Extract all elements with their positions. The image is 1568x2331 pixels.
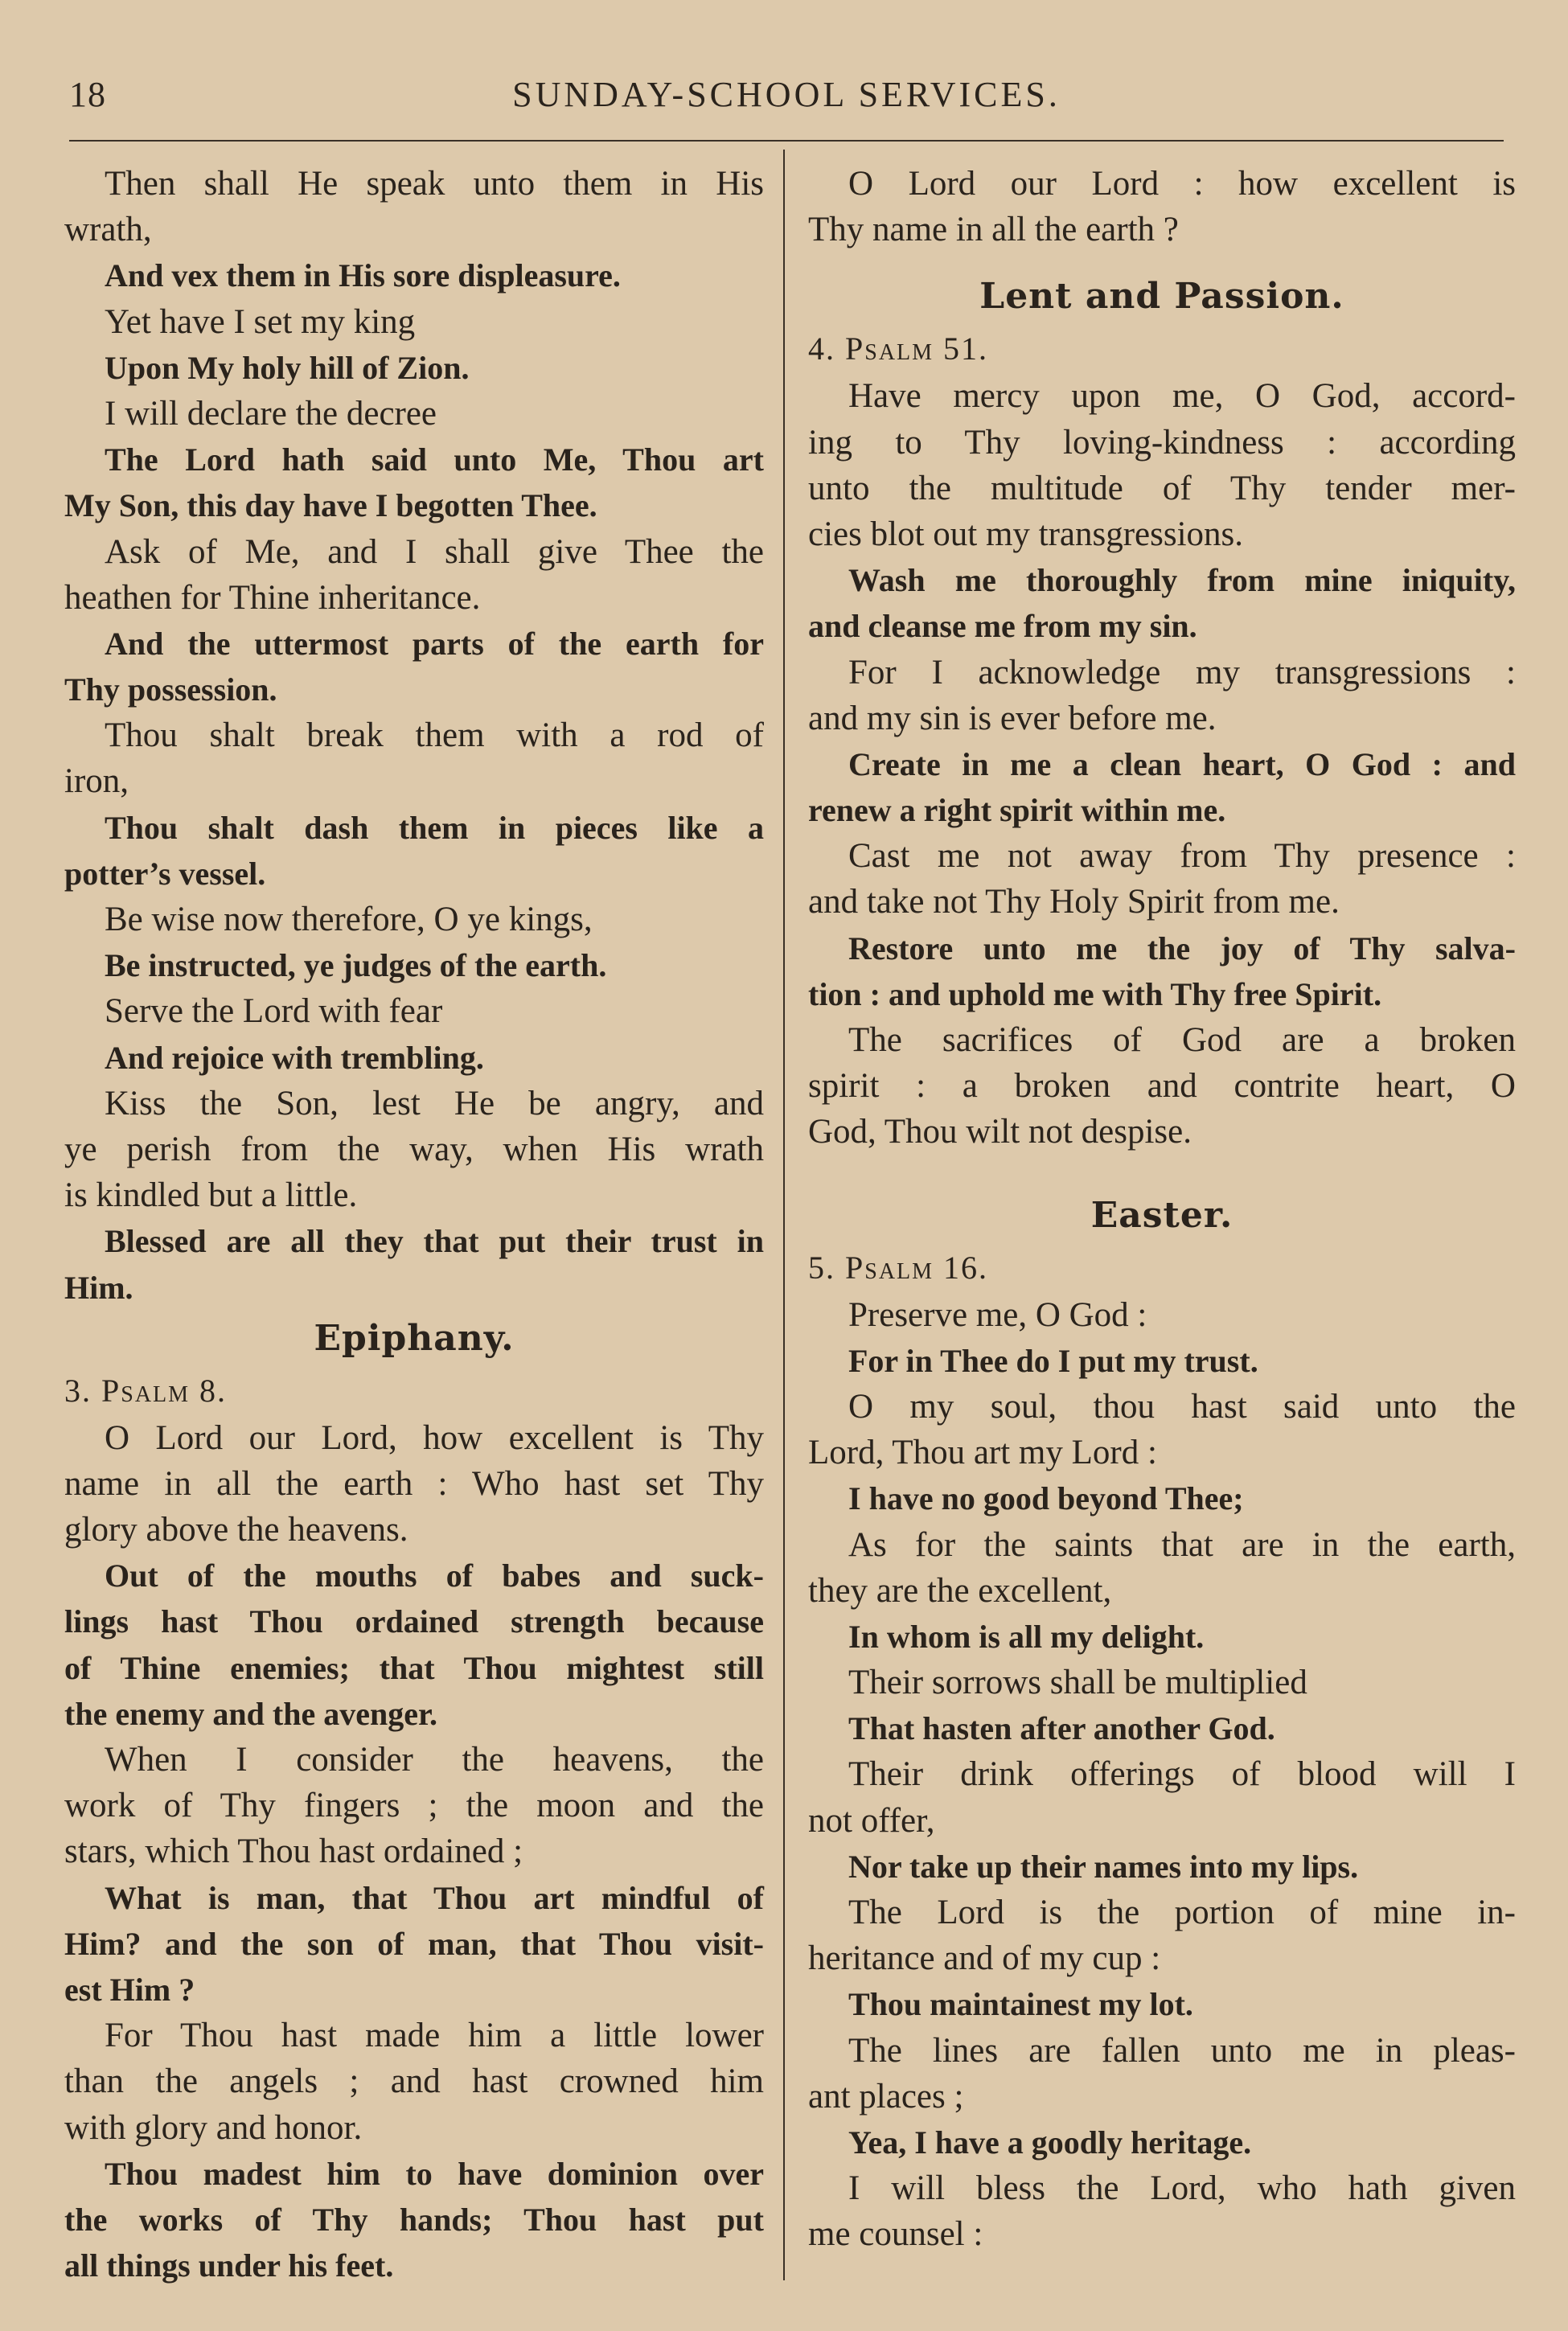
response-line: Yea, I have a goodly heritage. — [848, 2124, 1252, 2161]
column-divider — [783, 150, 785, 2280]
verse-line: heritance and of my cup : — [808, 1939, 1161, 1978]
psalm-label — [808, 325, 1516, 373]
response-line: Be instructed, ye judges of the earth. — [105, 947, 607, 984]
verse-line: Kiss the Son, lest He be angry, and — [105, 1084, 764, 1122]
verse-line: For Thou hast made him a little lower — [105, 2017, 764, 2055]
response-line: and cleanse me from my sin. — [808, 608, 1197, 645]
response-line: lings hast Thou ordained strength because — [64, 1603, 764, 1640]
verse-line: Have mercy upon me, O God, accord- — [848, 377, 1516, 416]
verse-line: ing to Thy loving-kindness : according — [808, 423, 1516, 462]
response-line: all things under his feet. — [64, 2247, 394, 2284]
response-line: What is man, that Thou art mindful of — [105, 1879, 764, 1916]
verse-line: spirit : a broken and contrite heart, O — [808, 1067, 1516, 1106]
verse-line: and my sin is ever before me. — [808, 699, 1217, 737]
response-line: Nor take up their names into my lips. — [848, 1848, 1359, 1885]
psalm-number: 3. — [64, 1372, 92, 1409]
psalm-title: Psalm 51. — [845, 330, 989, 367]
verse-line: As for the saints that are in the earth, — [848, 1525, 1516, 1564]
response-line: And vex them in His sore displeasure. — [105, 257, 621, 294]
verse-line: than the angels ; and hast crowned him — [64, 2062, 764, 2101]
page-number: 18 — [69, 75, 106, 114]
page-header — [69, 74, 1504, 122]
psalm-label — [808, 1244, 1516, 1292]
verse-line: me counsel : — [808, 2215, 983, 2254]
verse-line: O my soul, thou hast said unto the — [848, 1387, 1516, 1426]
response-line: Thou maintainest my lot. — [848, 1986, 1193, 2023]
response-line: Blessed are all they that put their trust in — [105, 1223, 764, 1260]
psalm-label — [64, 1367, 764, 1415]
verse-line: they are the excellent, — [808, 1571, 1112, 1610]
psalm-title: Psalm 16. — [845, 1249, 989, 1286]
verse-line: O Lord our Lord : how excellent is — [848, 165, 1516, 203]
response-line: And rejoice with trembling. — [105, 1039, 484, 1076]
response-line: Restore unto me the joy of Thy salva- — [848, 930, 1516, 966]
verse-line: Ask of Me, and I shall give Thee the — [105, 532, 764, 571]
verse-line: wrath, — [64, 211, 152, 249]
verse-line: not offer, — [808, 1801, 935, 1840]
right-column — [808, 161, 1516, 2258]
verse-line: I will declare the decree — [105, 394, 437, 433]
psalm-title: Psalm 8. — [101, 1372, 228, 1409]
response-line: In whom is all my delight. — [848, 1618, 1205, 1655]
spacer — [808, 1155, 1516, 1172]
verse-line: Preserve me, O God : — [848, 1295, 1147, 1334]
left-column — [64, 161, 764, 2288]
verse-line: unto the multitude of Thy tender mer- — [808, 469, 1516, 507]
response-line: My Son, this day have I begotten Thee. — [64, 487, 597, 524]
response-line: Him. — [64, 1269, 133, 1306]
verse-line: Thou shalt break them with a rod of — [105, 716, 764, 755]
response-line: of Thine enemies; that Thou mightest still — [64, 1649, 764, 1686]
verse-line: For I acknowledge my transgressions : — [848, 653, 1516, 692]
running-title: SUNDAY-SCHOOL SERVICES. — [512, 75, 1061, 114]
verse-line: Serve the Lord with fear — [105, 992, 443, 1031]
spacer — [808, 252, 1516, 269]
response-line: For in Thee do I put my trust. — [848, 1342, 1258, 1379]
verse-line: ant places ; — [808, 2077, 964, 2116]
response-line: Wash me thoroughly from mine iniquity, — [848, 562, 1516, 599]
verse-line: Lord, Thou art my Lord : — [808, 1434, 1157, 1472]
response-line: And the uttermost parts of the earth for — [105, 625, 764, 662]
verse-line: Cast me not away from Thy presence : — [848, 837, 1516, 876]
verse-line: Their drink offerings of blood will I — [848, 1755, 1516, 1794]
response-line: Thou shalt dash them in pieces like a — [105, 809, 764, 846]
verse-line: Be wise now therefore, O ye kings, — [105, 901, 593, 938]
verse-line: is kindled but a little. — [64, 1176, 358, 1215]
verse-line: ye perish from the way, when His wrath — [64, 1130, 764, 1168]
response-line: renew a right spirit within me. — [808, 792, 1226, 829]
verse-line: O Lord our Lord, how excellent is Thy — [105, 1418, 764, 1457]
verse-line: heathen for Thine inheritance. — [64, 578, 481, 617]
verse-line: The sacrifices of God are a broken — [848, 1021, 1516, 1059]
verse-line: cies blot out my transgressions. — [808, 515, 1244, 553]
response-line: Him? and the son of man, that Thou visit- — [64, 1925, 764, 1962]
section-heading: Easter. — [1090, 1194, 1233, 1236]
psalm-number: 4. — [808, 330, 835, 367]
header-rule — [69, 140, 1504, 142]
response-line: Upon My holy hill of Zion. — [105, 349, 470, 386]
verse-line: glory above the heavens. — [64, 1511, 408, 1549]
verse-line: with glory and honor. — [64, 2108, 363, 2147]
verse-line: Yet have I set my king — [105, 302, 416, 341]
response-line: the enemy and the avenger. — [64, 1695, 438, 1732]
response-line: the works of Thy hands; Thou hast put — [64, 2201, 764, 2238]
verse-line: name in all the earth : Who hast set Thy — [64, 1464, 764, 1503]
response-line: The Lord hath said unto Me, Thou art — [105, 441, 764, 478]
verse-line: Then shall He speak unto them in His — [105, 165, 764, 203]
verse-line: The lines are fallen unto me in pleas- — [848, 2031, 1516, 2070]
section-heading: Lent and Passion. — [979, 276, 1344, 318]
verse-line: I will bless the Lord, who hath given — [848, 2169, 1516, 2208]
psalm-number: 5. — [808, 1249, 835, 1286]
verse-line: God, Thou wilt not despise. — [808, 1113, 1192, 1151]
response-line: Out of the mouths of babes and suck- — [105, 1557, 764, 1594]
verse-line: work of Thy fingers ; the moon and the — [64, 1787, 764, 1825]
response-line: I have no good beyond Thee; — [848, 1480, 1244, 1517]
section-heading: Epiphany. — [314, 1317, 515, 1359]
spacer — [808, 1172, 1516, 1188]
verse-line: When I consider the heavens, the — [105, 1741, 764, 1779]
verse-line: Thy name in all the earth ? — [808, 211, 1179, 249]
response-line: That hasten after another God. — [848, 1710, 1275, 1747]
verse-line: Their sorrows shall be multiplied — [848, 1664, 1307, 1702]
response-line: Create in me a clean heart, O God : and — [848, 745, 1516, 782]
verse-line: The Lord is the portion of mine in- — [848, 1894, 1516, 1931]
verse-line: stars, which Thou hast ordained ; — [64, 1832, 523, 1871]
verse-line: and take not Thy Holy Spirit from me. — [808, 883, 1340, 921]
response-line: est Him ? — [64, 1971, 195, 2008]
response-line: Thy possession. — [64, 671, 277, 708]
response-line: Thou madest him to have dominion over — [105, 2155, 764, 2192]
response-line: potter’s vessel. — [64, 855, 266, 892]
response-line: tion : and uphold me with Thy free Spirit. — [808, 975, 1382, 1012]
verse-line: iron, — [64, 762, 129, 801]
